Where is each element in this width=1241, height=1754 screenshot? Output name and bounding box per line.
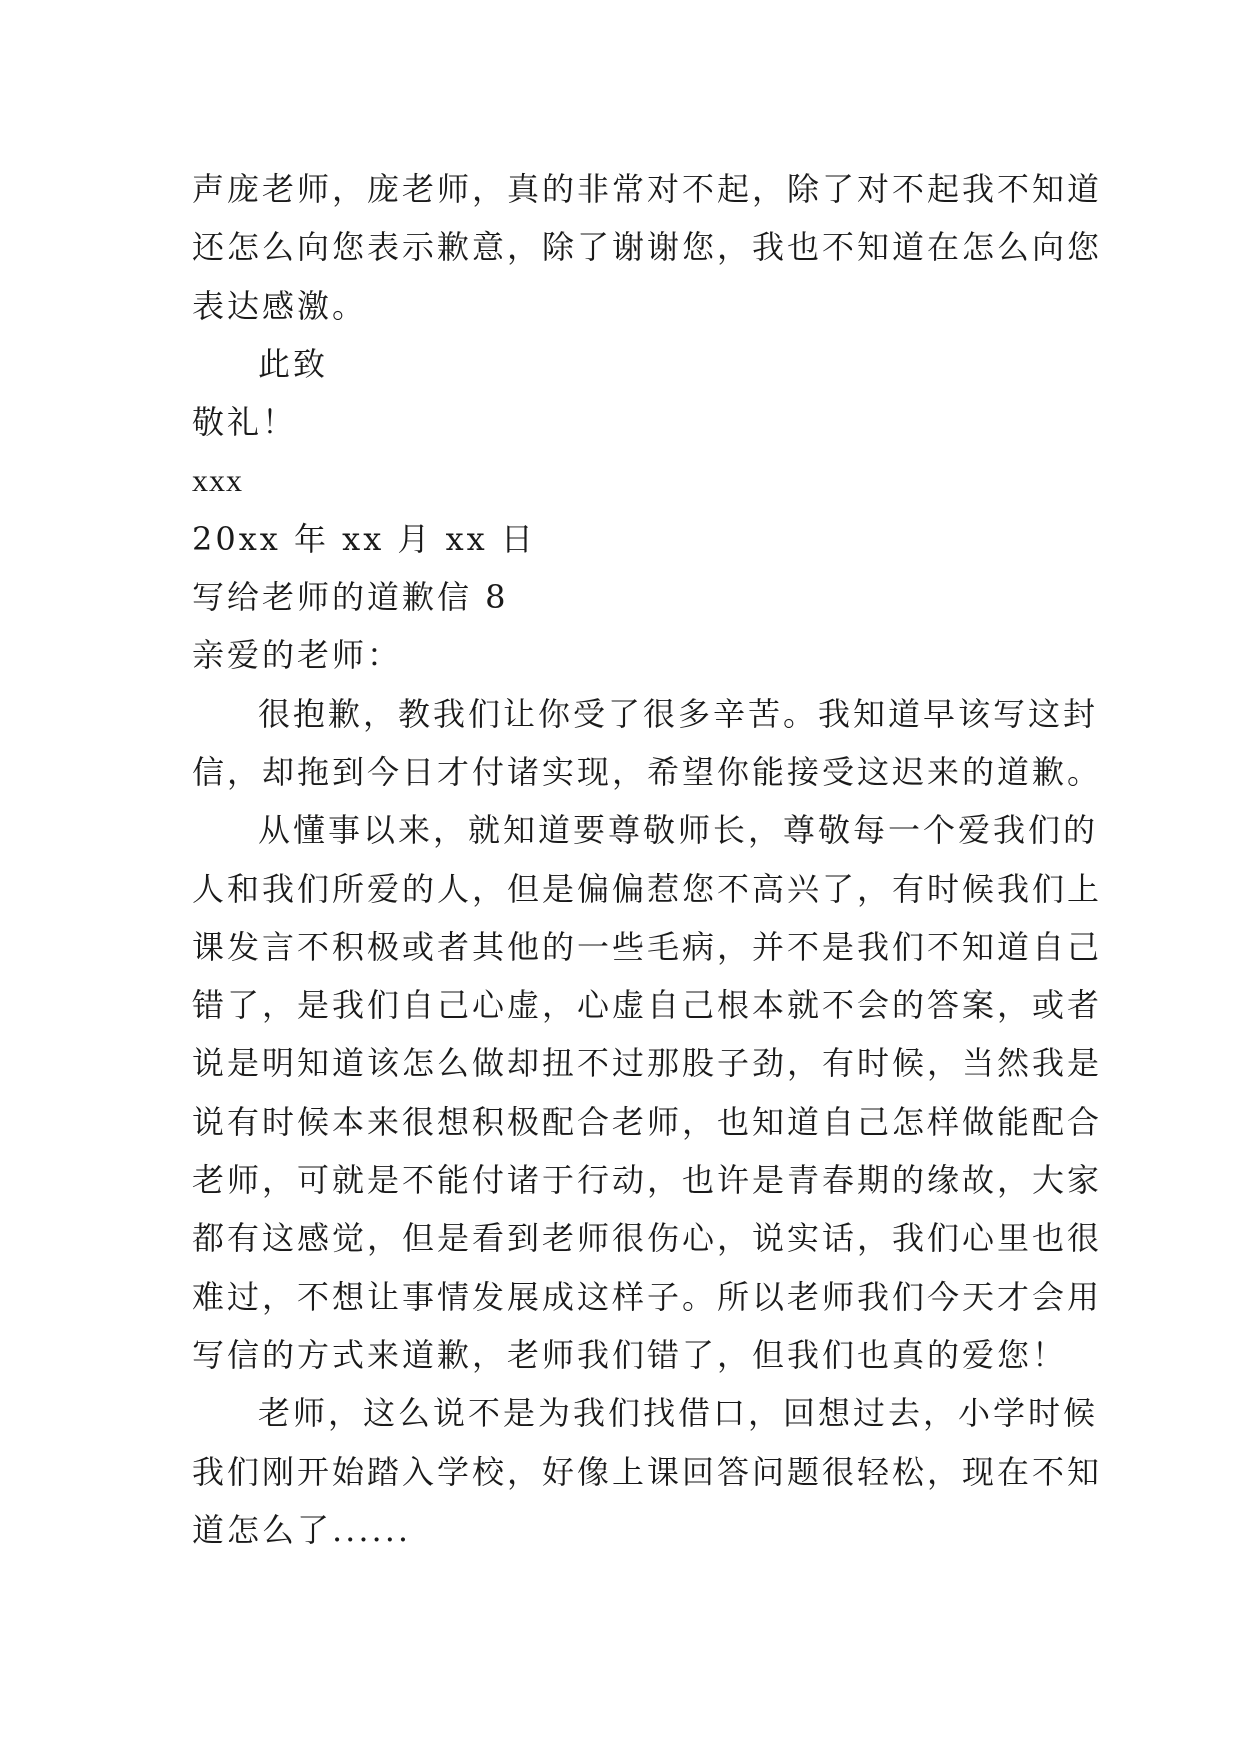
text-line: 从懂事以来，就知道要尊敬师长，尊敬每一个爱我们的 bbox=[258, 811, 1099, 850]
text-line: 声庞老师，庞老师，真的非常对不起，除了对不起我不知道 bbox=[192, 170, 1103, 208]
text-line: 说有时候本来很想积极配合老师，也知道自己怎样做能配合 bbox=[192, 1102, 1103, 1141]
text-line: 我们刚开始踏入学校，好像上课回答问题很轻松，现在不知 bbox=[192, 1452, 1103, 1491]
text-line: 都有这感觉，但是看到老师很伤心，说实话，我们心里也很 bbox=[192, 1219, 1103, 1258]
signature-name: xxx bbox=[192, 462, 243, 499]
text-line: 很抱歉，教我们让你受了很多辛苦。我知道早该写这封 bbox=[258, 694, 1099, 733]
text-line: 写信的方式来道歉，老师我们错了，但我们也真的爱您！ bbox=[192, 1335, 1068, 1374]
greeting: 亲爱的老师： bbox=[192, 636, 403, 675]
letter-body bbox=[192, 160, 1103, 1559]
text-line: 说是明知道该怎么做却扭不过那股子劲，有时候，当然我是 bbox=[192, 1044, 1103, 1083]
closing-phrase: 此致 bbox=[258, 344, 329, 383]
text-line: 道怎么了...... bbox=[192, 1510, 412, 1549]
text-line: 难过，不想让事情发展成这样子。所以老师我们今天才会用 bbox=[192, 1277, 1103, 1316]
text-line: 信，却拖到今日才付诸实现，希望你能接受这迟来的道歉。 bbox=[192, 752, 1103, 791]
text-line: 人和我们所爱的人，但是偏偏惹您不高兴了，有时候我们上 bbox=[192, 869, 1103, 908]
section-title: 写给老师的道歉信 8 bbox=[192, 578, 509, 617]
text-line: 课发言不积极或者其他的一些毛病，并不是我们不知道自己 bbox=[192, 927, 1103, 966]
text-line: 错了，是我们自己心虚，心虚自己根本就不会的答案，或者 bbox=[192, 986, 1103, 1025]
text-line: 还怎么向您表示歉意，除了谢谢您，我也不知道在怎么向您 bbox=[192, 228, 1103, 267]
text-line: 老师，这么说不是为我们找借口，回想过去，小学时候 bbox=[258, 1394, 1099, 1433]
text-line: 表达感激。 bbox=[192, 286, 368, 325]
salutation-closing: 敬礼！ bbox=[192, 403, 298, 442]
signature-date: 20xx 年 xx 月 xx 日 bbox=[192, 519, 536, 558]
text-line: 老师，可就是不能付诸于行动，也许是青春期的缘故，大家 bbox=[192, 1161, 1103, 1200]
